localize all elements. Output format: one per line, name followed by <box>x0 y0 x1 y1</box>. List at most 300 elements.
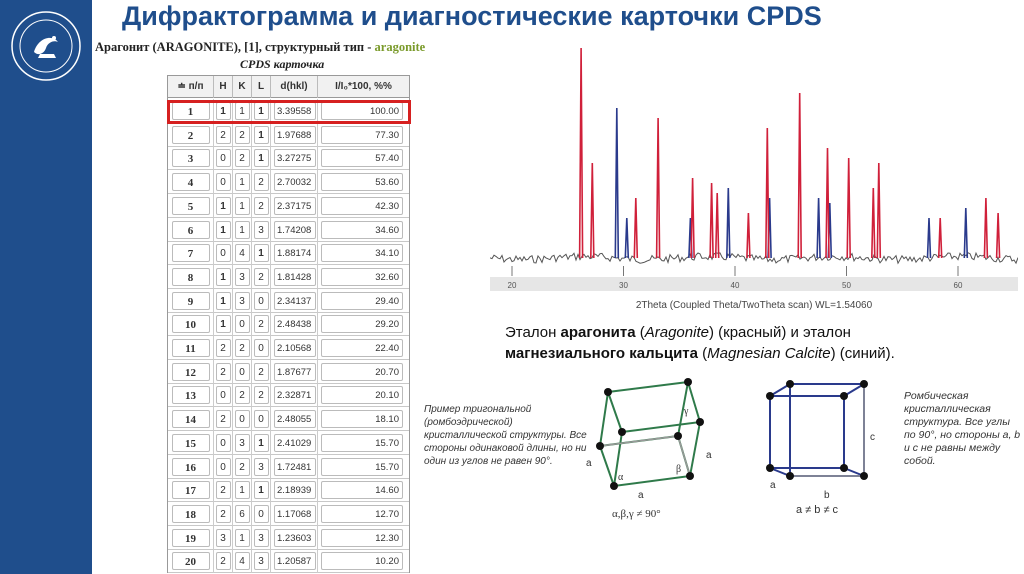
row-k: 4 <box>235 552 250 570</box>
x-axis-label: 2Theta (Coupled Theta/TwoTheta scan) WL=1.54060 <box>635 300 873 311</box>
caption-aragonite-latin: Aragonite <box>644 324 709 341</box>
row-d-hkl-cell <box>271 146 318 170</box>
table-row[interactable] <box>168 265 409 289</box>
row-l: 2 <box>254 197 269 215</box>
caption-line-2 <box>505 343 1005 364</box>
trigonal-label-beta: β <box>676 464 682 475</box>
row-number-cell <box>168 312 214 336</box>
trigonal-label-a1: a <box>586 458 592 469</box>
row-number-cell <box>168 170 214 194</box>
row-k: 0 <box>235 363 250 381</box>
row-l-cell <box>252 170 271 194</box>
row-k: 1 <box>235 481 250 499</box>
row-k-cell <box>233 289 252 313</box>
row-l: 0 <box>254 292 269 310</box>
row-intensity: 12.70 <box>321 505 403 523</box>
row-intensity-cell <box>318 336 409 360</box>
row-intensity-cell <box>318 502 409 526</box>
row-number-cell <box>168 241 214 265</box>
row-l: 2 <box>254 363 269 381</box>
row-h-cell <box>214 194 233 218</box>
row-l: 3 <box>254 458 269 476</box>
row-h: 0 <box>216 173 231 191</box>
table-row[interactable] <box>168 407 409 431</box>
aragonite-peak <box>657 118 660 258</box>
table-row[interactable] <box>168 478 409 502</box>
trigonal-angles-caption: α,β,γ ≠ 90° <box>612 508 661 520</box>
aragonite-peak <box>997 213 1000 258</box>
table-row[interactable] <box>168 170 409 194</box>
caption-text: Эталон <box>505 324 561 341</box>
row-l: 1 <box>254 434 269 452</box>
row-number-cell <box>168 502 214 526</box>
row-intensity-cell <box>318 312 409 336</box>
row-d-hkl: 1.81428 <box>274 268 316 286</box>
row-d-hkl-cell <box>271 312 318 336</box>
x-tick-label: 40 <box>730 281 740 290</box>
row-k: 1 <box>235 529 250 547</box>
calcite-peak <box>964 208 967 258</box>
row-h-cell <box>214 241 233 265</box>
row-number: 6 <box>172 221 210 239</box>
caption-text: ) (синий). <box>830 345 895 362</box>
row-intensity: 42.30 <box>321 197 403 215</box>
trigonal-label-a2: a <box>638 490 644 501</box>
row-number: 4 <box>172 173 210 191</box>
row-l: 0 <box>254 410 269 428</box>
row-number: 11 <box>172 339 210 357</box>
row-intensity: 77.30 <box>321 126 403 144</box>
row-k-cell <box>233 146 252 170</box>
row-intensity-cell <box>318 431 409 455</box>
trigonal-label-alpha: α <box>618 472 624 483</box>
cpds-table <box>167 75 410 573</box>
row-d-hkl: 2.41029 <box>274 434 316 452</box>
ortho-label-c: c <box>870 432 875 443</box>
row-d-hkl-cell <box>271 407 318 431</box>
row-k-cell <box>233 455 252 479</box>
row-number: 10 <box>172 315 210 333</box>
aragonite-peak <box>847 158 850 258</box>
row-intensity-cell <box>318 407 409 431</box>
row-d-hkl: 1.87677 <box>274 363 316 381</box>
row-d-hkl: 1.74208 <box>274 221 316 239</box>
row-intensity-cell <box>318 289 409 313</box>
calcite-peak <box>928 218 931 258</box>
university-logo-icon <box>8 8 84 84</box>
table-row[interactable] <box>168 549 409 573</box>
table-row[interactable] <box>168 218 409 242</box>
row-d-hkl: 2.48438 <box>274 315 316 333</box>
row-k-cell <box>233 218 252 242</box>
row-l: 3 <box>254 552 269 570</box>
row-intensity-cell <box>318 170 409 194</box>
row-d-hkl: 1.88174 <box>274 244 316 262</box>
row-number: 16 <box>172 458 210 476</box>
row-intensity-cell <box>318 194 409 218</box>
row-h-cell <box>214 360 233 384</box>
row-d-hkl-cell <box>271 241 318 265</box>
row-l-cell <box>252 431 271 455</box>
row-l-cell <box>252 526 271 550</box>
row-h: 3 <box>216 529 231 547</box>
x-tick-label: 60 <box>953 281 963 290</box>
table-row[interactable] <box>168 360 409 384</box>
row-number: 9 <box>172 292 210 310</box>
row-intensity: 34.60 <box>321 221 403 239</box>
row-k-cell <box>233 194 252 218</box>
row-number-cell <box>168 407 214 431</box>
row-intensity: 22.40 <box>321 339 403 357</box>
row-number-cell <box>168 289 214 313</box>
row-h: 1 <box>216 268 231 286</box>
aragonite-peak <box>710 183 713 258</box>
caption-line-1 <box>505 322 1005 343</box>
row-l-cell <box>252 123 271 147</box>
row-intensity-cell <box>318 218 409 242</box>
row-intensity: 14.60 <box>321 481 403 499</box>
diffractogram-chart <box>490 30 1018 320</box>
row-intensity-cell <box>318 241 409 265</box>
orthorhombic-cell-diagram <box>760 374 900 524</box>
row-intensity: 57.40 <box>321 149 403 167</box>
row-h: 2 <box>216 410 231 428</box>
row-highlight-frame <box>167 100 411 124</box>
row-number-cell <box>168 455 214 479</box>
row-h-cell <box>214 455 233 479</box>
row-d-hkl: 3.39558 <box>274 102 316 120</box>
row-k: 2 <box>235 458 250 476</box>
row-number: 5 <box>172 197 210 215</box>
row-l-cell <box>252 549 271 573</box>
row-h: 1 <box>216 315 231 333</box>
row-h-cell <box>214 289 233 313</box>
row-intensity: 29.20 <box>321 315 403 333</box>
row-number-cell <box>168 431 214 455</box>
row-k-cell <box>233 431 252 455</box>
aragonite-peak <box>826 148 829 258</box>
row-l-cell <box>252 383 271 407</box>
row-intensity: 18.10 <box>321 410 403 428</box>
row-d-hkl-cell <box>271 170 318 194</box>
row-l-cell <box>252 478 271 502</box>
row-d-hkl-cell <box>271 383 318 407</box>
row-l-cell <box>252 312 271 336</box>
row-d-hkl: 2.10568 <box>274 339 316 357</box>
x-tick-label: 30 <box>619 281 628 290</box>
card-subtitle: CPDS карточка <box>240 57 325 71</box>
row-h: 2 <box>216 505 231 523</box>
row-intensity-cell <box>318 360 409 384</box>
row-number: 12 <box>172 363 210 381</box>
col-header-d[interactable]: d(hkl) <box>271 76 318 98</box>
row-intensity: 100.00 <box>321 102 403 120</box>
row-l: 1 <box>254 149 269 167</box>
col-header-n[interactable]: ≐ п/п <box>168 76 214 98</box>
row-intensity-cell <box>318 455 409 479</box>
table-row[interactable] <box>168 383 409 407</box>
row-h: 2 <box>216 481 231 499</box>
row-number-cell <box>168 526 214 550</box>
row-number-cell <box>168 383 214 407</box>
row-l: 2 <box>254 386 269 404</box>
col-header-h[interactable]: H <box>214 76 233 98</box>
row-d-hkl: 1.23603 <box>274 529 316 547</box>
row-number-cell <box>168 194 214 218</box>
caption-text: ) (красный) и эталон <box>708 324 851 341</box>
row-h: 0 <box>216 458 231 476</box>
row-k-cell <box>233 312 252 336</box>
table-row[interactable] <box>168 289 409 313</box>
row-d-hkl-cell <box>271 289 318 313</box>
col-header-k[interactable]: K <box>233 76 252 98</box>
row-h-cell <box>214 146 233 170</box>
row-d-hkl-cell <box>271 336 318 360</box>
row-number-cell <box>168 336 214 360</box>
trigonal-label-gamma: γ <box>684 406 689 417</box>
page-title: Дифрактограмма и диагностические карточки CPDS <box>122 1 822 31</box>
col-header-l[interactable]: L <box>252 76 271 98</box>
row-h: 0 <box>216 149 231 167</box>
row-k: 1 <box>235 197 250 215</box>
row-number: 20 <box>172 552 210 570</box>
row-d-hkl: 2.37175 <box>274 197 316 215</box>
row-intensity: 12.30 <box>321 529 403 547</box>
row-l: 2 <box>254 315 269 333</box>
row-number: 3 <box>172 149 210 167</box>
aragonite-peak <box>580 48 583 258</box>
aragonite-peak <box>798 93 801 258</box>
row-h: 1 <box>216 102 231 120</box>
row-intensity-cell <box>318 549 409 573</box>
row-k-cell <box>233 502 252 526</box>
caption-text: ( <box>635 324 645 341</box>
aragonite-peak <box>939 218 942 258</box>
row-k-cell <box>233 360 252 384</box>
table-header <box>168 76 409 98</box>
calcite-peak <box>727 188 730 258</box>
row-number: 17 <box>172 481 210 499</box>
row-k-cell <box>233 241 252 265</box>
row-k-cell <box>233 549 252 573</box>
row-l: 2 <box>254 268 269 286</box>
row-l: 0 <box>254 505 269 523</box>
table-row[interactable] <box>168 431 409 455</box>
row-l: 0 <box>254 339 269 357</box>
caption-mg-calcite-latin: Magnesian Calcite <box>707 345 831 362</box>
table-row[interactable] <box>168 241 409 265</box>
row-d-hkl: 1.97688 <box>274 126 316 144</box>
row-intensity: 10.20 <box>321 552 403 570</box>
row-h-cell <box>214 549 233 573</box>
row-number: 1 <box>172 102 210 120</box>
row-d-hkl-cell <box>271 526 318 550</box>
trigonal-description: Пример тригональной (ромбоэдрической) кристаллической структуры. Все стороны одинаковой длины, но ни один из углов не равен 90°. <box>424 404 587 467</box>
row-number: 7 <box>172 244 210 262</box>
row-l-cell <box>252 502 271 526</box>
aragonite-peak <box>634 198 637 258</box>
row-h: 2 <box>216 126 231 144</box>
trigonal-label-a3: a <box>706 450 712 461</box>
row-intensity: 29.40 <box>321 292 403 310</box>
row-number: 18 <box>172 505 210 523</box>
sidebar <box>0 0 92 574</box>
row-intensity-cell <box>318 123 409 147</box>
row-k: 0 <box>235 315 250 333</box>
row-h-cell <box>214 502 233 526</box>
row-h-cell <box>214 218 233 242</box>
row-d-hkl-cell <box>271 455 318 479</box>
table-row[interactable] <box>168 502 409 526</box>
row-intensity: 15.70 <box>321 434 403 452</box>
row-intensity: 32.60 <box>321 268 403 286</box>
row-d-hkl-cell <box>271 431 318 455</box>
aragonite-peak <box>984 198 987 258</box>
aragonite-peak <box>872 188 875 258</box>
orthorhombic-abc-caption: a ≠ b ≠ c <box>796 504 839 516</box>
row-intensity: 15.70 <box>321 458 403 476</box>
row-k-cell <box>233 336 252 360</box>
row-d-hkl-cell <box>271 502 318 526</box>
row-h-cell <box>214 478 233 502</box>
caption-aragonite: арагонита <box>560 324 636 341</box>
row-intensity: 20.10 <box>321 386 403 404</box>
row-k: 3 <box>235 268 250 286</box>
row-d-hkl: 2.32871 <box>274 386 316 404</box>
row-number: 2 <box>172 126 210 144</box>
row-intensity-cell <box>318 146 409 170</box>
table-row[interactable] <box>168 194 409 218</box>
row-k-cell <box>233 478 252 502</box>
row-intensity-cell <box>318 526 409 550</box>
row-k: 3 <box>235 292 250 310</box>
row-number: 13 <box>172 386 210 404</box>
row-d-hkl: 2.18939 <box>274 481 316 499</box>
table-row[interactable] <box>168 336 409 360</box>
row-number-cell <box>168 360 214 384</box>
row-k-cell <box>233 170 252 194</box>
row-d-hkl-cell <box>271 265 318 289</box>
table-row[interactable] <box>168 146 409 170</box>
row-k: 6 <box>235 505 250 523</box>
x-tick-label: 50 <box>842 281 851 290</box>
caption-mg-calcite: магнезиального кальцита <box>505 345 698 362</box>
row-l: 1 <box>254 244 269 262</box>
row-k-cell <box>233 383 252 407</box>
row-h: 1 <box>216 221 231 239</box>
row-l-cell <box>252 265 271 289</box>
diffractogram-caption <box>505 322 1005 366</box>
aragonite-peak <box>716 193 719 258</box>
row-k: 2 <box>235 126 250 144</box>
row-k: 2 <box>235 149 250 167</box>
row-l-cell <box>252 194 271 218</box>
row-k: 2 <box>235 339 250 357</box>
row-h-cell <box>214 123 233 147</box>
row-k: 1 <box>235 173 250 191</box>
calcite-peak <box>817 198 820 258</box>
row-k: 2 <box>235 386 250 404</box>
card-structure-type: aragonite <box>374 40 426 54</box>
row-k-cell <box>233 265 252 289</box>
aragonite-peak <box>691 178 694 258</box>
row-h-cell <box>214 265 233 289</box>
row-l-cell <box>252 289 271 313</box>
aragonite-peak <box>747 213 750 258</box>
card-header <box>95 40 490 57</box>
row-d-hkl-cell <box>271 478 318 502</box>
table-row[interactable] <box>168 123 409 147</box>
row-l-cell <box>252 360 271 384</box>
row-k: 1 <box>235 221 250 239</box>
row-h-cell <box>214 431 233 455</box>
row-number: 15 <box>172 434 210 452</box>
row-h: 2 <box>216 552 231 570</box>
aragonite-peak <box>877 163 880 258</box>
row-number-cell <box>168 265 214 289</box>
table-row[interactable] <box>168 526 409 550</box>
row-l: 1 <box>254 481 269 499</box>
row-number-cell <box>168 218 214 242</box>
row-k-cell <box>233 123 252 147</box>
row-h-cell <box>214 526 233 550</box>
col-header-intensity[interactable]: I/I₀*100, %% <box>335 81 392 92</box>
row-number: 14 <box>172 410 210 428</box>
row-intensity-cell <box>318 478 409 502</box>
calcite-peak <box>625 218 628 258</box>
row-h: 0 <box>216 434 231 452</box>
row-k: 0 <box>235 410 250 428</box>
row-h: 1 <box>216 197 231 215</box>
calcite-peak <box>615 108 618 258</box>
row-l-cell <box>252 455 271 479</box>
aragonite-peak <box>766 128 769 258</box>
row-k-cell <box>233 526 252 550</box>
row-intensity-cell <box>318 265 409 289</box>
row-d-hkl-cell <box>271 123 318 147</box>
row-l-cell <box>252 218 271 242</box>
row-intensity: 20.70 <box>321 363 403 381</box>
row-intensity: 53.60 <box>321 173 403 191</box>
row-k: 3 <box>235 434 250 452</box>
table-row[interactable] <box>168 455 409 479</box>
row-intensity-cell <box>318 383 409 407</box>
ortho-label-b: b <box>824 490 830 501</box>
row-l: 2 <box>254 173 269 191</box>
caption-text: ( <box>698 345 708 362</box>
row-k-cell <box>233 407 252 431</box>
orthorhombic-description: Ромбическая кристаллическая структура. Все углы по 90°, но стороны a, b и c не равны между собой. <box>904 390 1021 467</box>
row-d-hkl: 2.70032 <box>274 173 316 191</box>
row-d-hkl: 1.20587 <box>274 552 316 570</box>
row-k: 1 <box>235 102 250 120</box>
row-h-cell <box>214 407 233 431</box>
row-l-cell <box>252 146 271 170</box>
row-l: 1 <box>254 126 269 144</box>
row-d-hkl-cell <box>271 194 318 218</box>
row-h-cell <box>214 383 233 407</box>
row-d-hkl: 1.72481 <box>274 458 316 476</box>
row-l: 3 <box>254 221 269 239</box>
row-d-hkl: 2.34137 <box>274 292 316 310</box>
row-l: 1 <box>254 102 269 120</box>
row-number-cell <box>168 123 214 147</box>
row-number-cell <box>168 146 214 170</box>
table-row[interactable] <box>168 312 409 336</box>
axis-band <box>490 277 1018 291</box>
row-l: 3 <box>254 529 269 547</box>
row-number-cell <box>168 549 214 573</box>
